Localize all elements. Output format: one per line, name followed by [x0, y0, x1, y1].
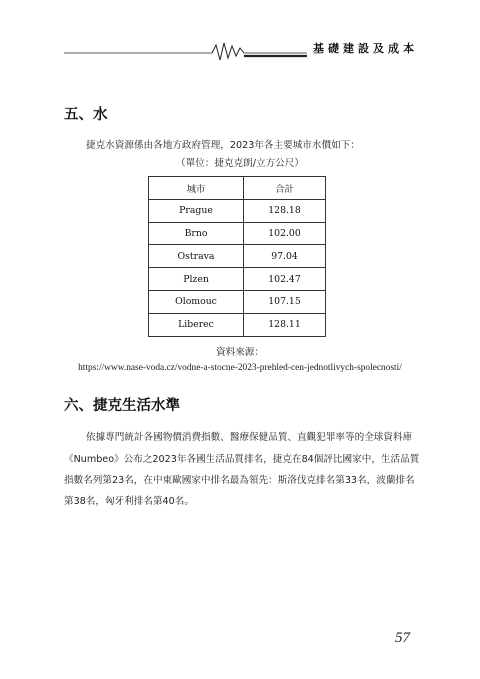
table-row	[149, 313, 326, 336]
table-unit-note: （單位：捷克克朗/立方公尺）	[176, 158, 304, 169]
section-heading-living-standard: 六、捷克生活水準	[64, 397, 180, 414]
price-cell: 128.11	[244, 313, 326, 336]
table-row	[149, 245, 326, 268]
source-label: 資料來源：	[216, 347, 264, 358]
city-cell: Olomouc	[149, 290, 244, 313]
city-cell: Ostrava	[149, 245, 244, 268]
chapter-title: 基礎建設及成本	[307, 40, 422, 58]
table-row	[149, 199, 326, 222]
column-header-total: 合計	[244, 177, 326, 200]
table-row	[149, 268, 326, 291]
living-standard-line: 依據專門統計各國物價消費指數、醫療保健品質、直觀犯罪率等的全球資料庫	[86, 432, 413, 443]
price-cell: 102.47	[244, 268, 326, 291]
water-intro-text: 捷克水資源係由各地方政府管理，2023年各主要城市水價如下：	[86, 140, 360, 151]
price-cell: 107.15	[244, 290, 326, 313]
water-price-table	[148, 176, 326, 337]
city-cell: Brno	[149, 222, 244, 245]
city-cell: Liberec	[149, 313, 244, 336]
page-header	[64, 40, 422, 62]
living-standard-line: 指數名列第23名，在中東歐國家中排名最為領先：斯洛伐克排名第33名，波蘭排名	[64, 475, 415, 486]
column-header-city: 城市	[149, 177, 244, 200]
table-row	[149, 222, 326, 245]
source-url: https://www.nase-voda.cz/vodne-a-stocne-2023-prehled-cen-jednotlivych-spolecnosti/	[78, 363, 402, 373]
page-number: 57	[395, 630, 410, 646]
living-standard-line: 《Numbeo》公布之2023年各國生活品質排名，捷克在84個評比國家中，生活品質	[64, 454, 420, 465]
table-header-row	[149, 177, 326, 200]
table-row	[149, 290, 326, 313]
city-cell: Plzen	[149, 268, 244, 291]
city-cell: Prague	[149, 199, 244, 222]
price-cell: 97.04	[244, 245, 326, 268]
price-cell: 128.18	[244, 199, 326, 222]
section-heading-water: 五、水	[64, 106, 108, 123]
price-cell: 102.00	[244, 222, 326, 245]
living-standard-line: 第38名，匈牙利排名第40名。	[64, 496, 194, 507]
